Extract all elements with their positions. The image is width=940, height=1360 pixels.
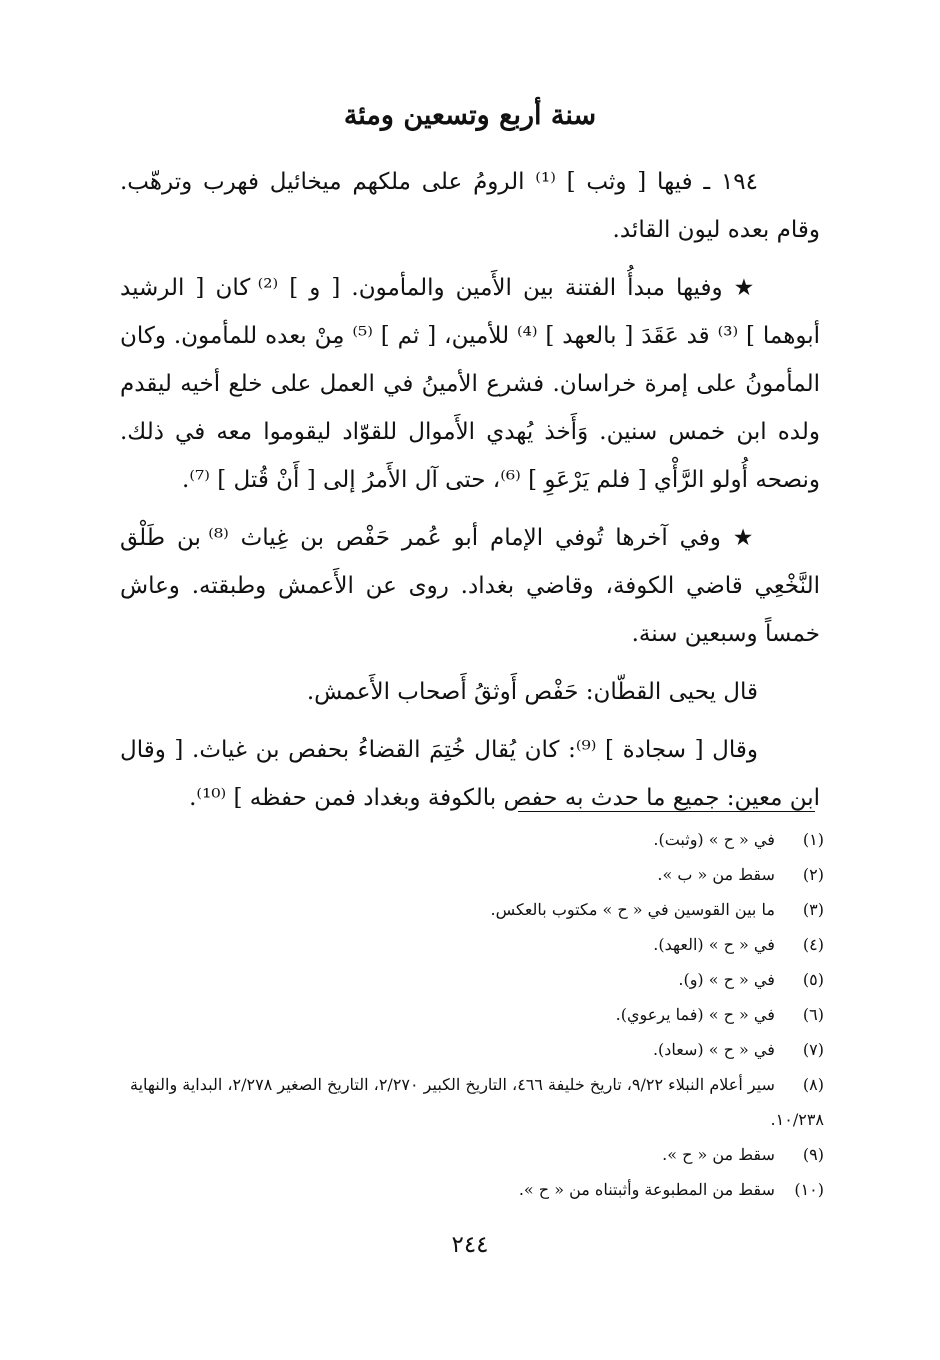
footnote-text: في « ح » (فما يرعوي).	[615, 1005, 775, 1024]
footnote-number: (٧)	[802, 1040, 824, 1059]
paragraph-year-194: ١٩٤ ـ فيها [ وثب ] ⁽¹⁾ الرومُ على ملكهم ميخائيل فهرب وترهّب. وقام بعده ليون القائد.	[120, 169, 820, 243]
footnote-number: (٩)	[802, 1145, 824, 1164]
footnote	[118, 892, 824, 927]
footnote-number: (٨)	[802, 1075, 824, 1094]
page-number: ٢٤٤	[451, 1232, 489, 1258]
page-title: سنة أربع وتسعين ومئة	[343, 100, 597, 131]
footnote	[118, 927, 824, 962]
footnote	[118, 1137, 824, 1172]
paragraph-fitna: ★ وفيها مبدأُ الفتنة بين الأَمين والمأمون. [ و ] ⁽²⁾ كان [ الرشيد أبوهما ] ⁽³⁾ قد عَقَدَ [ بالعهد ] ⁽⁴⁾ للأمين، [ ثم ] ⁽⁵⁾ مِنْ بعده للمأمون. وكان المأمونُ على إمرة خراسان. فشرع الأمينُ في العمل على خلع أخيه ليقدم ولده ابن خمس سنين. وَأَخذ يُهدي الأَموال للقوّاد ليقوموا معه في ذلك. ونصحه أُولو الرَّأْي [ فلم يَرْعَوِ ] ⁽⁶⁾، حتى آل الأَمرُ إلى [ أَنْ قُتل ] ⁽⁷⁾.	[120, 275, 821, 493]
footnote-text: في « ح » (و).	[678, 970, 775, 989]
footnote-number: (٥)	[802, 970, 824, 989]
footnote-text: في « ح » (وثبت).	[653, 830, 775, 849]
footnotes	[118, 822, 824, 1207]
main-text	[120, 158, 820, 832]
footnote-text: في « ح » (العهد).	[653, 935, 775, 954]
footnote-number: (٤)	[802, 935, 824, 954]
footnote	[118, 997, 824, 1032]
footnote-divider	[518, 811, 815, 812]
footnote-text: سقط من « ح ».	[662, 1145, 775, 1164]
paragraph-hafs-death: ★ وفي آخرها تُوفي الإمام أبو عُمر حَفْص بن غِياث ⁽⁸⁾ بن طَلْق النَّخْعِي قاضي الكوفة، وقاضي بغداد. روى عن الأَعمش وطبقته. وعاش خمساً وسبعين سنة.	[120, 525, 820, 647]
footnote-number: (٢)	[802, 865, 824, 884]
footnote	[118, 822, 824, 857]
footnote-text: في « ح » (سعاد).	[652, 1040, 775, 1059]
footnote-number: (٣)	[802, 900, 824, 919]
footnote	[118, 962, 824, 997]
footnote	[118, 1172, 824, 1207]
footnote-text: ما بين القوسين في « ح » مكتوب بالعكس.	[490, 900, 775, 919]
paragraph-sajjada-quote: وقال [ سجادة ] ⁽⁹⁾: كان يُقال خُتِمَ القضاءُ بحفص بن غياث. [ وقال ابن معين: جميع ما حدث به حفص بالكوفة وبغداد فمن حفظه ] ⁽¹⁰⁾.	[120, 737, 820, 811]
footnote	[118, 857, 824, 892]
footnote-number: (١٠)	[794, 1180, 824, 1199]
footnote-number: (١)	[802, 830, 824, 849]
footnote	[118, 1067, 824, 1137]
footnote-number: (٦)	[802, 1005, 824, 1024]
footnote	[118, 1032, 824, 1067]
footnote-text: سير أعلام النبلاء ٩/٢٢، تاريخ خليفة ٤٦٦، التاريخ الكبير ٢/٢٧٠، التاريخ الصغير ٢/٢٧٨، البداية والنهاية ١٠/٢٣٨.	[130, 1075, 824, 1129]
footnote-text: سقط من المطبوعة وأثبتناه من « ح ».	[518, 1180, 775, 1199]
paragraph-qattan-quote: قال يحيى القطّان: حَفْص أَوثقُ أَصحاب الأَعمش.	[306, 679, 758, 705]
footnote-text: سقط من « ب ».	[657, 865, 775, 884]
